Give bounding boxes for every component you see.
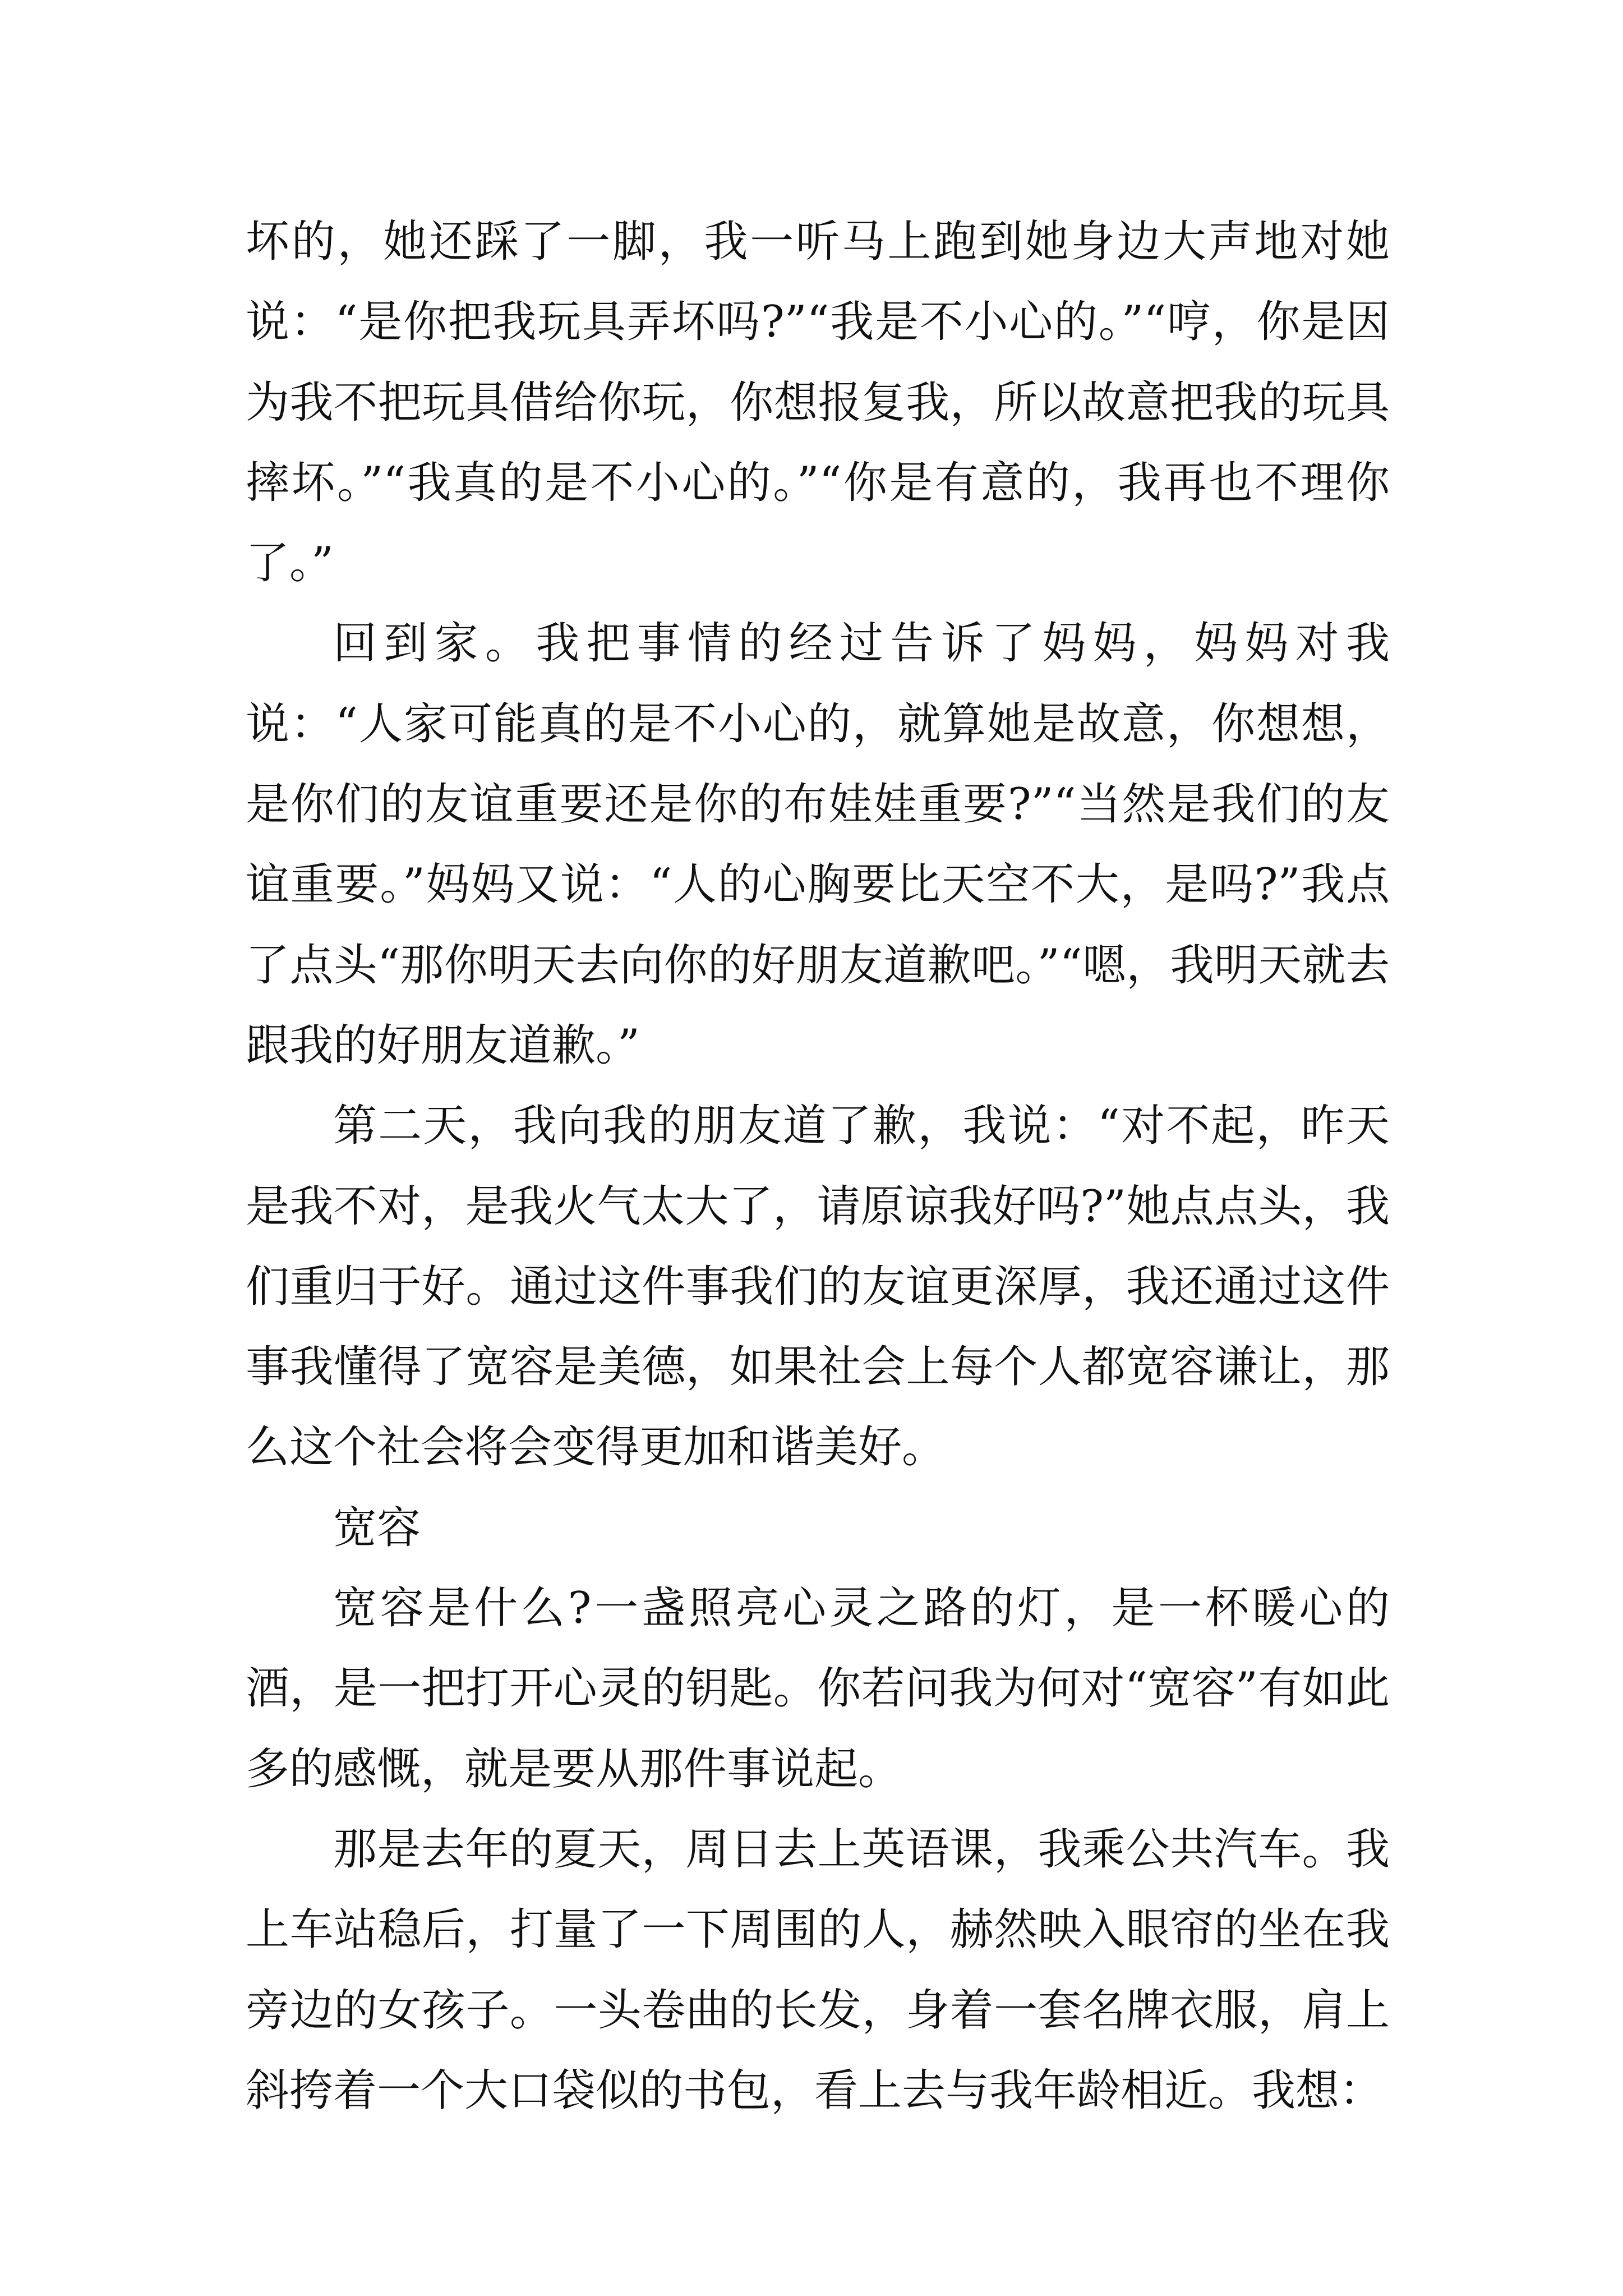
paragraph: 坏的，她还踩了一脚，我一听马上跑到她身边大声地对她说：“是你把我玩具弄坏吗?”“我是不小心的。”“哼，你是因为我不把玩具借给你玩，你想报复我，所以故意把我的玩具摔坏。”“我真的是不小心的。”“你是有意的，我再也不理你了。” (246, 217, 1390, 589)
paragraph: 第二天，我向我的朋友道了歉，我说：“对不起，昨天是我不对，是我火气太大了，请原谅我好吗?”她点点头，我们重归于好。通过这件事我们的友谊更深厚，我还通过这件事我懂得了宽容是美德，如果社会上每个人都宽容谦让，那么这个社会将会变得更加和谐美好。 (246, 1101, 1390, 1473)
section-heading: 宽容 (333, 1502, 421, 1553)
paragraph: 宽容是什么?一盏照亮心灵之路的灯，是一杯暖心的酒，是一把打开心灵的钥匙。你若问我为何对“宽容”有如此多的感慨，就是要从那件事说起。 (246, 1583, 1390, 1795)
paragraph: 那是去年的夏天，周日去上英语课，我乘公共汽车。我上车站稳后，打量了一下周围的人，赫然映入眼帘的坐在我旁边的女孩子。一头卷曲的长发，身着一套名牌衣服，肩上斜挎着一个大口袋似的书包，看上去与我年龄相近。我想： (246, 1824, 1390, 2116)
body-text (246, 202, 1390, 2131)
paragraph: 回到家。我把事情的经过告诉了妈妈，妈妈对我说：“人家可能真的是不小心的，就算她是故意，你想想，是你们的友谊重要还是你的布娃娃重要?”“当然是我们的友谊重要。”妈妈又说：“人的心胸要比天空不大，是吗?”我点了点头“那你明天去向你的好朋友道歉吧。”“嗯，我明天就去跟我的好朋友道歉。” (246, 618, 1390, 1071)
